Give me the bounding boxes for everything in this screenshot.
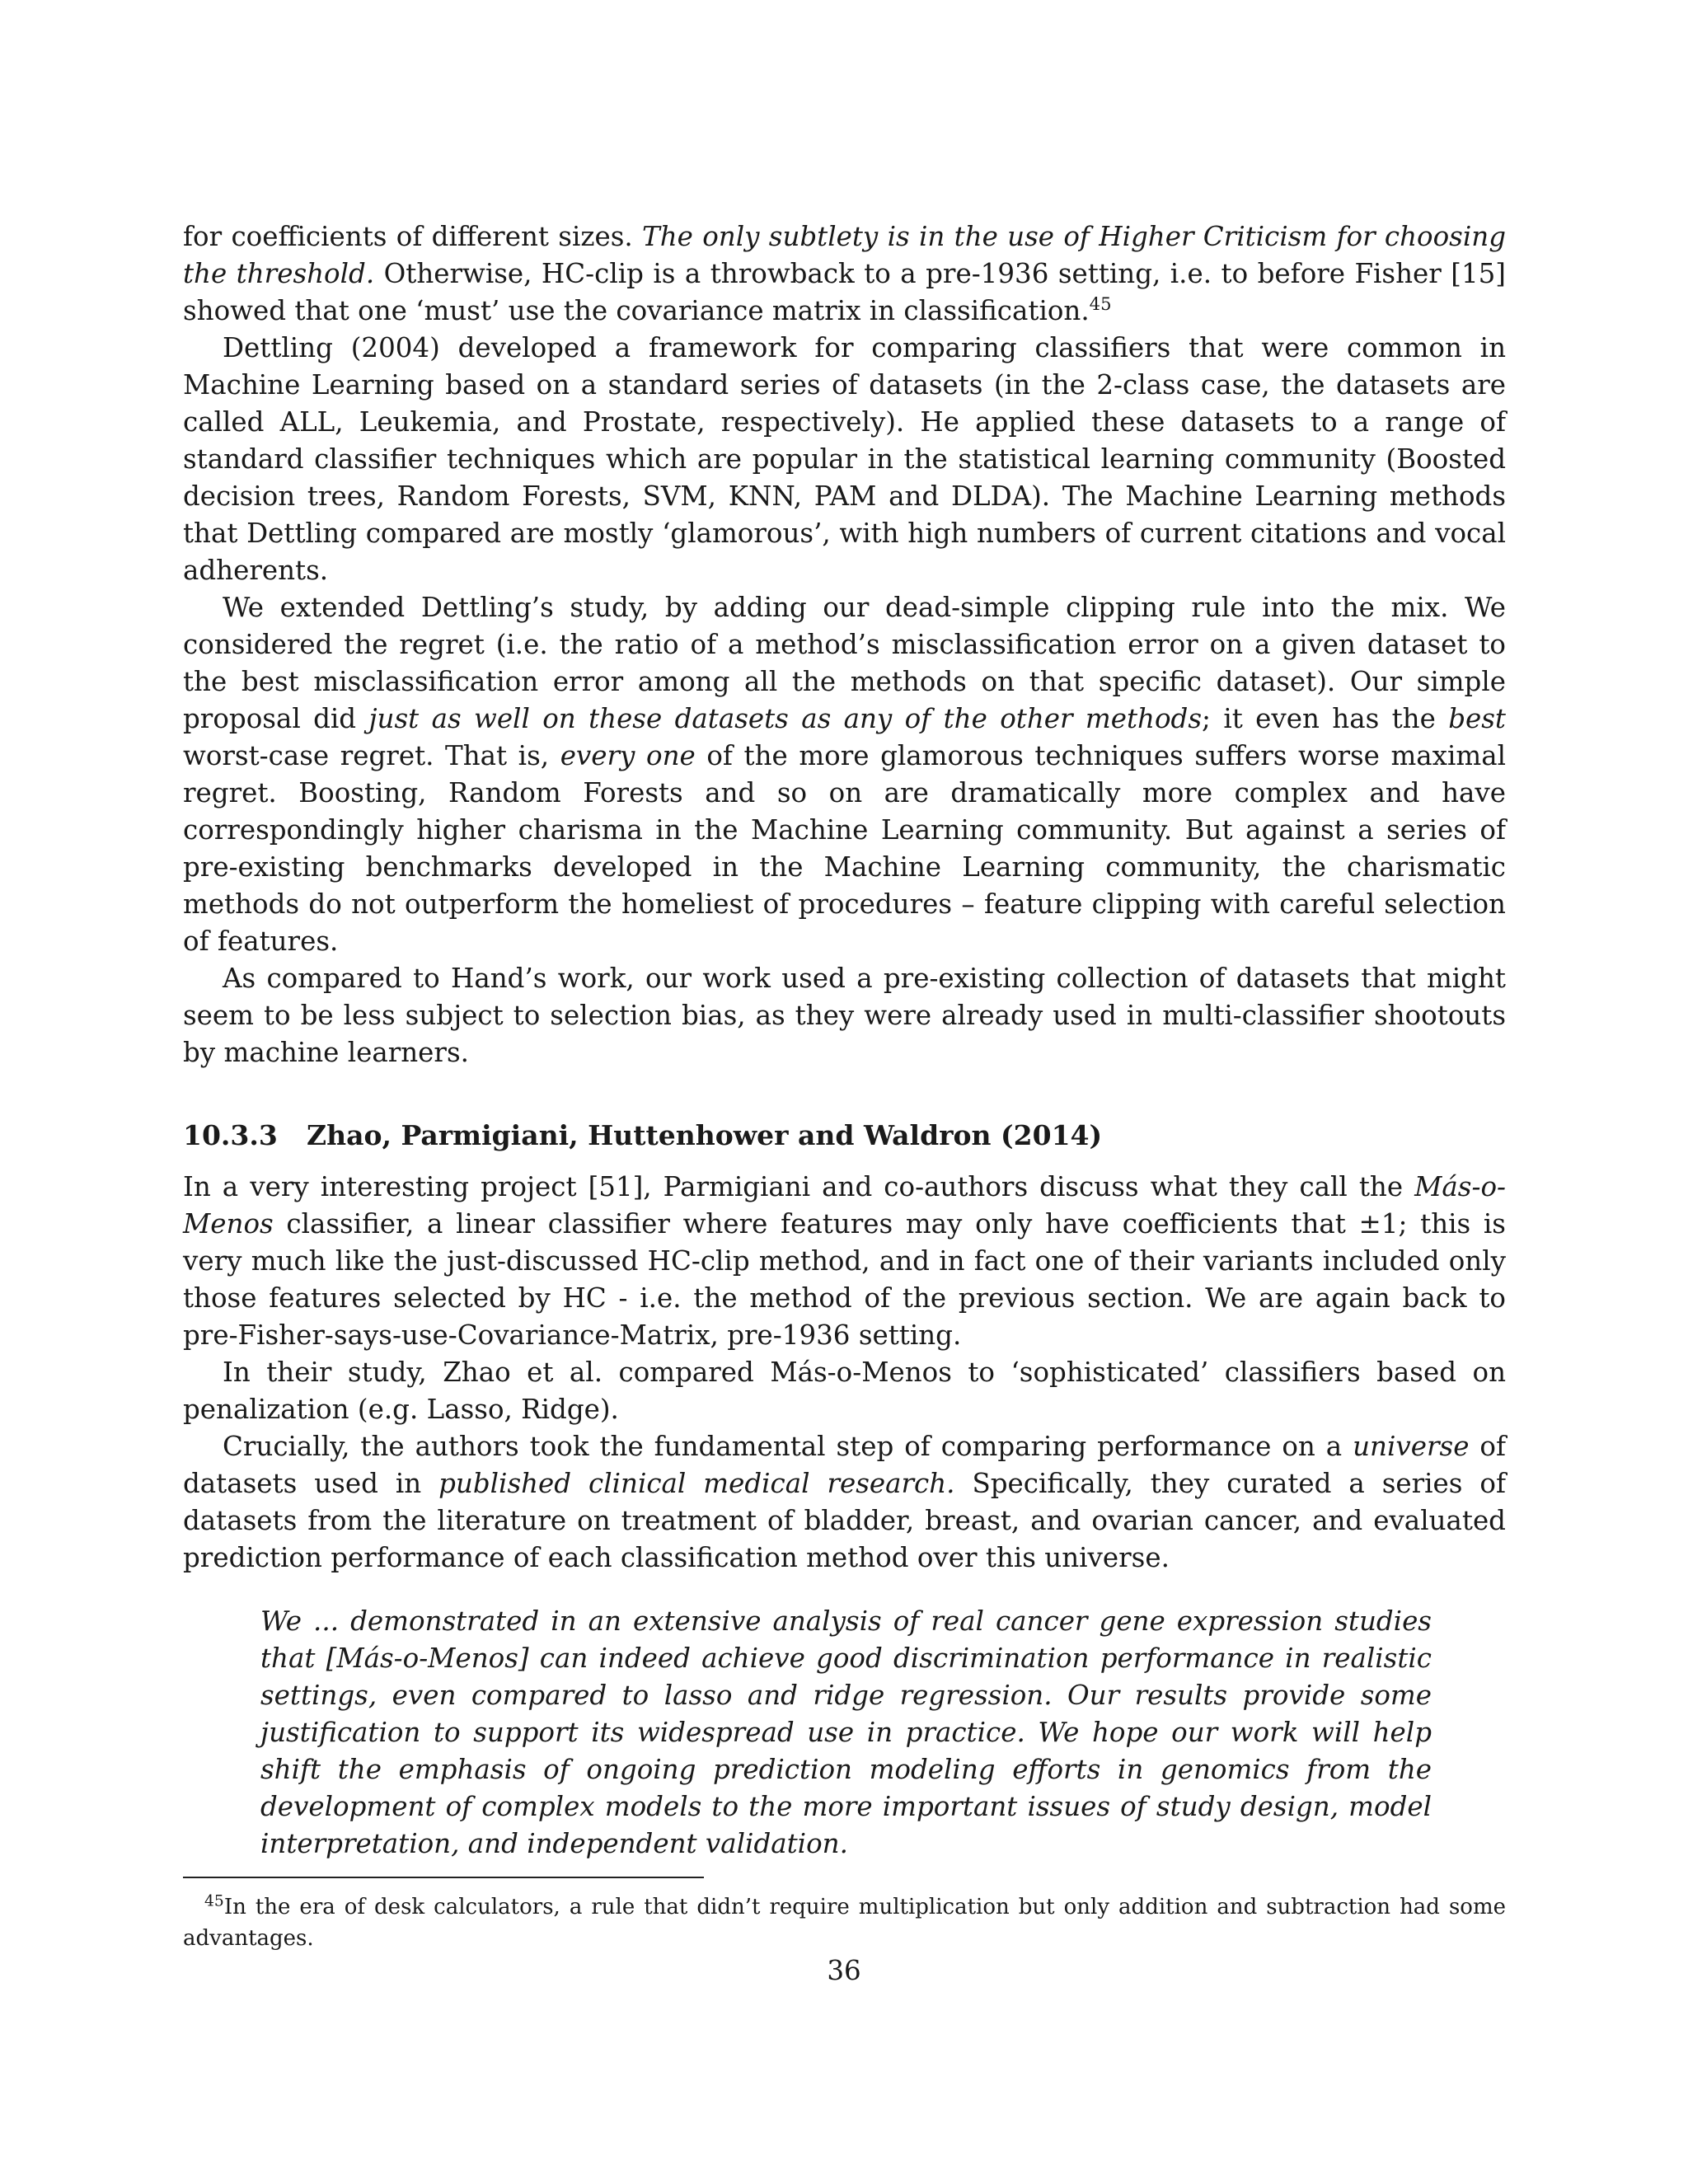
text-span: Otherwise, HC-clip is a throwback to a pre-1936 setting, i.e. to before Fisher [15] showed that one ‘must’ use the covariance matrix in classification.: [183, 258, 1506, 326]
block-quote: We ... demonstrated in an extensive analysis of real cancer gene expression studies that [Más-o-Menos] can indeed achieve good discrimination performance in realistic settings, even compared to lasso and ridge regression. Our results provide some justification to support its widespread use in practice. We hope our work will help shift the emphasis of ongoing prediction modeling efforts in genomics from the development of complex models to the more important issues of study design, model interpretation, and independent validation.: [260, 1605, 1432, 1859]
footnote-reference[interactable]: 45: [1089, 293, 1112, 315]
emphasis-span: published clinical medical research.: [438, 1468, 955, 1499]
section-title: Zhao, Parmigiani, Huttenhower and Waldron (2014): [307, 1119, 1103, 1151]
footnote-text: In the era of desk calculators, a rule that didn’t require multiplication but only addition and subtraction had some advantages.: [183, 1895, 1506, 1951]
text-span: Specifically, they curated a series of datasets from the literature on treatment of bladder, breast, and ovarian cancer, and evaluated prediction performance of each classification method over this universe.: [183, 1468, 1506, 1573]
paragraph-hc-clip: [183, 218, 1506, 330]
text-span: of the more glamorous techniques suffers worse maximal regret. Boosting, Random Forests and so on are dramatically more complex and have correspondingly higher charisma in the Machine Learning community. But against a series of pre-existing benchmarks developed in the Machine Learning community, the charismatic methods do not outperform the homeliest of procedures – feature clipping with careful selection of features.: [183, 740, 1506, 957]
emphasis-span: universe: [1353, 1431, 1470, 1462]
paragraph-mas-o-menos: [183, 1169, 1506, 1354]
text-span: worst-case regret. That is,: [183, 740, 560, 771]
paragraph-universe: [183, 1428, 1506, 1577]
text-span: classifier, a linear classifier where features may only have coefficients that ±1; this is very much like the just-discussed HC-clip method, and in fact one of their variants included only those features selected by HC - i.e. the method of the previous section. We are again back to pre-Fisher-says-use-Covariance-Matrix, pre-1936 setting.: [183, 1208, 1506, 1351]
text-span: Crucially, the authors took the fundamental step of comparing performance on a: [223, 1431, 1353, 1462]
text-span: In a very interesting project [51], Parmigiani and co-authors discuss what they call the: [183, 1171, 1415, 1202]
text-span: of datasets used in: [183, 1431, 1506, 1499]
emphasis-span: best: [1448, 703, 1506, 734]
section-number: 10.3.3: [183, 1119, 278, 1151]
footnote-mark: 45: [204, 1892, 224, 1910]
page-body: [183, 218, 1506, 1954]
emphasis-span: Más-o-Menos: [183, 1171, 1506, 1240]
emphasis-span: just as well on these datasets as any of the other methods: [368, 703, 1202, 734]
paragraph-zhao-study: In their study, Zhao et al. compared Más-o-Menos to ‘sophisticated’ classifiers based on penalization (e.g. Lasso, Ridge).: [183, 1357, 1506, 1425]
footnote-divider: [183, 1877, 704, 1878]
page-number: 36: [827, 1955, 861, 1986]
text-span: for coefficients of different sizes.: [183, 221, 643, 252]
emphasis-span: every one: [560, 740, 696, 771]
paragraph-hand-comparison: As compared to Hand’s work, our work used a pre-existing collection of datasets that might seem to be less subject to selection bias, as they were already used in multi-classifier shootouts by machine learners.: [183, 963, 1506, 1068]
footnote: [183, 1891, 1506, 1954]
text-span: ; it even has the: [1202, 703, 1449, 734]
text-span: We extended Dettling’s study, by adding our dead-simple clipping rule into the mix. We considered the regret (i.e. the ratio of a method’s misclassification error on a given dataset to the best misclassification error among all the methods on that specific dataset). Our simple proposal did: [183, 592, 1506, 734]
section-heading: [183, 1118, 1506, 1154]
emphasis-span: The only subtlety is in the use of Higher Criticism for choosing the threshold.: [183, 221, 1506, 289]
paragraph-extended-study: [183, 589, 1506, 960]
paragraph-dettling: Dettling (2004) developed a framework for comparing classifiers that were common in Machine Learning based on a standard series of datasets (in the 2-class case, the datasets are called ALL, Leukemia, and Prostate, respectively). He applied these datasets to a range of standard classifier techniques which are popular in the statistical learning community (Boosted decision trees, Random Forests, SVM, KNN, PAM and DLDA). The Machine Learning methods that Dettling compared are mostly ‘glamorous’, with high numbers of current citations and vocal adherents.: [183, 332, 1506, 586]
